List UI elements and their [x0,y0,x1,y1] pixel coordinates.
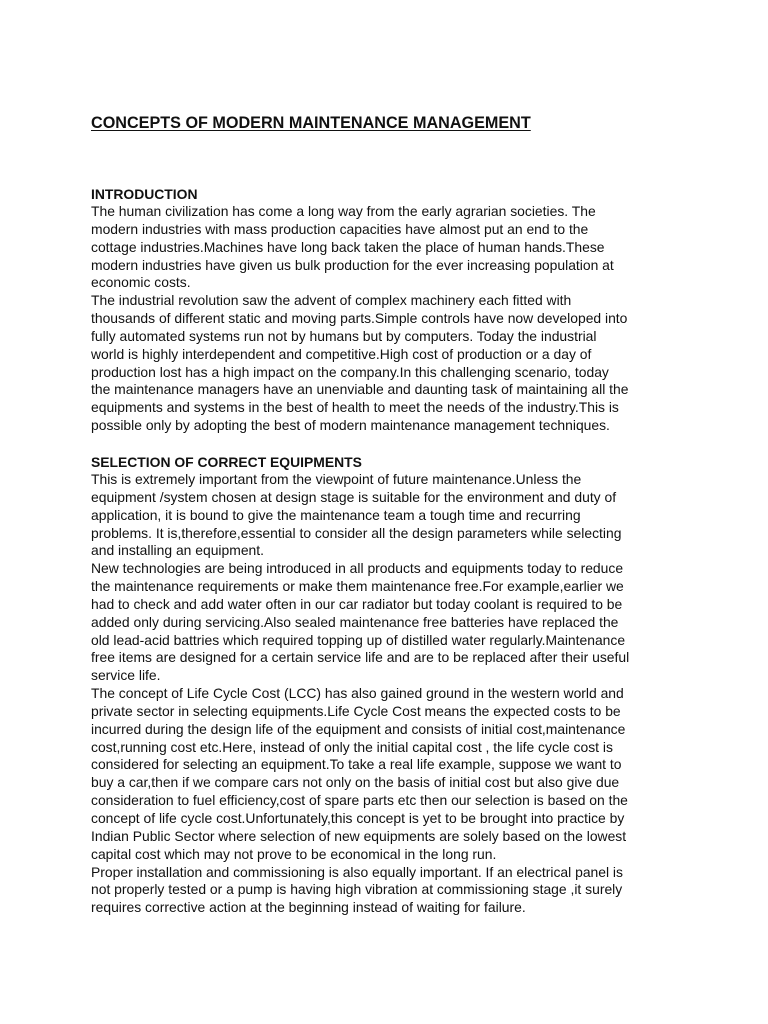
text-line: Indian Public Sector where selection of new equipments are solely based on the lowest [91,827,627,844]
text-line: buy a car,then if we compare cars not only on the basis of initial cost but also give due [91,774,620,791]
text-line: the maintenance requirements or make them maintenance free.For example,earlier we [91,578,624,595]
text-line: added only during servicing.Also sealed maintenance free batteries have replaced the [91,613,619,630]
text-line: not properly tested or a pump is having high vibration at commissioning stage ,it surely [91,881,623,898]
paragraph-intro-2 [91,292,708,435]
section-selection-of-equipments [91,453,708,917]
paragraph-intro-1 [91,203,708,292]
paragraph-selection-3 [91,685,708,863]
text-line: incurred during the design life of the equipment and consists of initial cost,maintenance [91,720,626,737]
paragraph-selection-1 [91,471,708,560]
text-line: equipments and systems in the best of health to meet the needs of the industry.This is [91,399,619,416]
text-line: cost,running cost etc.Here, instead of only the initial capital cost , the life cycle cost is [91,738,613,755]
text-line: free items are designed for a certain service life and are to be replaced after their useful [91,649,630,666]
document-title: CONCEPTS OF MODERN MAINTENANCE MANAGEMENT [91,114,531,132]
text-line: possible only by adopting the best of modern maintenance management techniques. [91,417,610,434]
text-line: modern industries have given us bulk production for the ever increasing population at [91,256,614,273]
text-line: Proper installation and commissioning is also equally important. If an electrical panel is [91,863,623,880]
text-line: application, it is bound to give the maintenance team a tough time and recurring [91,506,581,523]
section-spacer [91,435,708,453]
text-line: had to check and add water often in our car radiator but today coolant is required to be [91,595,623,612]
text-line: requires corrective action at the beginning instead of waiting for failure. [91,899,526,916]
text-line: world is highly interdependent and competitive.High cost of production or a day of [91,345,592,362]
text-line: This is extremely important from the viewpoint of future maintenance.Unless the [91,470,582,487]
text-line: service life. [91,667,161,684]
text-line: consideration to fuel efficiency,cost of spare parts etc then our selection is based on the [91,792,628,809]
text-line: production lost has a high impact on the company.In this challenging scenario, today [91,363,609,380]
text-line: The concept of Life Cycle Cost (LCC) has also gained ground in the western world and [91,685,624,702]
text-line: and installing an equipment. [91,542,264,559]
section-introduction [91,185,708,435]
text-line: modern industries with mass production capacities have almost put an end to the [91,220,589,237]
paragraph-selection-2 [91,560,708,685]
text-line: old lead-acid battries which required topping up of distilled water regularly.Maintenance [91,631,626,648]
text-line: thousands of different static and moving parts.Simple controls have now developed into [91,310,628,327]
text-line: the maintenance managers have an unenviable and daunting task of maintaining all the [91,381,629,398]
text-line: considered for selecting an equipment.To take a real life example, suppose we want to [91,756,622,773]
text-line: fully automated systems run not by humans but by computers. Today the industrial [91,327,597,344]
text-line: problems. It is,therefore,essential to consider all the design parameters while selecting [91,524,622,541]
text-line: capital cost which may not prove to be economical in the long run. [91,845,497,862]
text-line: equipment /system chosen at design stage is suitable for the environment and duty of [91,488,617,505]
section-heading-introduction: INTRODUCTION [91,186,198,202]
text-line: concept of life cycle cost.Unfortunately,this concept is yet to be brought into practice by [91,810,625,826]
text-line: The human civilization has come a long way from the early agrarian societies. The [91,203,596,219]
text-line: cottage industries.Machines have long back taken the place of human hands.These [91,238,605,255]
text-line: private sector in selecting equipments.Life Cycle Cost means the expected costs to be [91,702,621,719]
text-line: New technologies are being introduced in all products and equipments today to reduce [91,560,624,577]
paragraph-selection-4 [91,864,708,918]
section-heading-selection: SELECTION OF CORRECT EQUIPMENTS [91,453,362,470]
text-line: economic costs. [91,274,191,291]
text-line: The industrial revolution saw the advent of complex machinery each fitted with [91,292,572,309]
